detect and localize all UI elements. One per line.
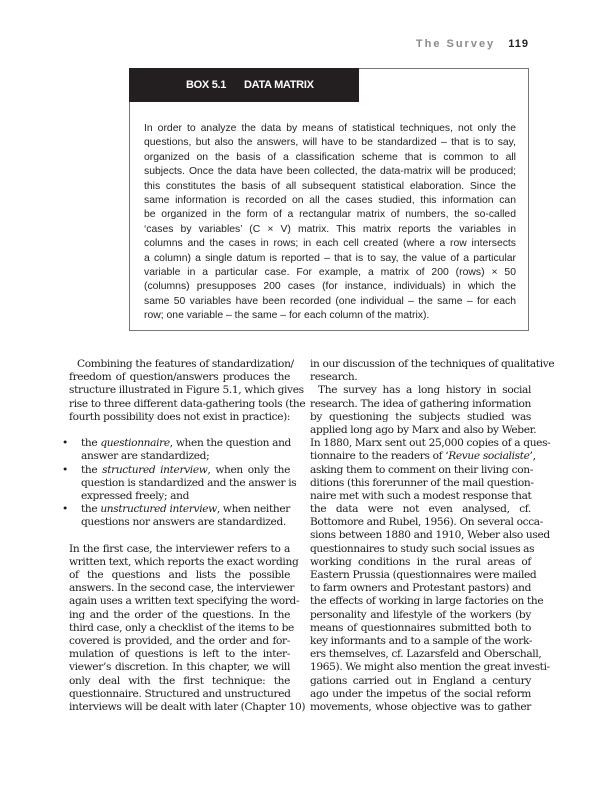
text-line: ing and the order of the questions. In the [69,608,290,621]
text-line: again uses a written text specifying the word- [69,595,300,608]
text-line [62,503,290,516]
text-line: ‘cases by variables’ (C × V) matrix. This matrix reports the variables in [144,223,516,235]
text-line: covered is provided, and the order and for- [69,634,290,647]
text-line: questionnaires to study such social issues as [310,542,535,555]
text-line: row; one variable – the same – for each column of the matrix). [144,310,430,322]
page-number: 119 [508,38,529,50]
text-line: asking them to comment on their living con- [310,463,533,476]
text-line: gations carried out in England a century [310,674,531,687]
text-line [62,463,290,477]
text-line: research. [310,371,358,384]
text-line: freedom of question/answers produces the [69,371,290,384]
text-line: The survey has a long history in social [318,384,531,397]
text-line: research. The idea of gathering information [310,397,531,410]
text-line: Combining the features of standardization/ [77,358,294,370]
text-segment: , when neither [216,503,290,516]
bullet-icon: • [62,503,68,516]
text-line: this constitutes the basis of all subsequent statistical elaboration. Since the [144,180,516,192]
italic-text: structured interview [102,463,208,476]
text-segment: the [81,503,101,516]
text-line: sions between 1880 and 1910, Weber also used [310,529,550,542]
text-segment: ’, [529,450,536,463]
text-line: 1965). We might also mention the great investi- [310,661,550,674]
running-head [416,38,529,50]
text-line: answers. In the second case, the interviewer [69,582,295,595]
text-line: In order to analyze the data by means of statistical techniques, not only the [144,123,516,134]
text-line: ditions (this forerunner of the mail question- [310,476,534,489]
text-line: working conditions in the rural areas of [310,555,531,568]
text-line: written text, which reports the exact wording [69,555,299,568]
text-line: only deal with the first technique: the [69,674,290,687]
box-title: DATA MATRIX [244,79,314,91]
text-line: answer are standardized; [81,450,210,463]
text-line: In the first case, the interviewer refers to a [69,542,290,555]
text-line: means of questionnaires submitted both to [310,621,531,634]
text-line: a column) a single datum is reported – that is to say, the value of a particular [144,252,516,264]
text-line: (columns) presupposes 200 cases (for instance, individuals) in which the [144,281,516,293]
text-line: Bottomore and Rubel, 1956). On several occa- [310,516,543,529]
text-segment: the [81,463,103,476]
text-segment: tionnaire to the readers of ‘ [310,450,449,463]
box-number: BOX 5.1 [186,79,227,91]
text-segment: , when only the [207,463,290,476]
left-column [62,358,306,714]
text-line: In 1880, Marx sent out 25,000 copies of a ques- [310,437,551,450]
text-line: mulation of questions is left to the inter- [69,648,290,661]
box-data-matrix [129,68,529,331]
text-line: subjects. Once the data have been collected, the data-matrix will be produced; [144,166,516,178]
paragraph-gap [69,529,290,542]
italic-text: unstructured interview [100,503,217,516]
text-line: same information is recorded on all the cases studied, this information can [144,194,516,206]
text-line: be organized in the form of a rectangular matrix of numbers, the so-called [144,209,516,221]
text-line: key informants and to a sample of the work- [310,634,533,647]
text-line: question is standardized and the answer is [81,476,297,489]
text-line: in our discussion of the techniques of qualitative [310,358,555,370]
italic-text: questionnaire [100,437,170,450]
text-line: third case, only a checklist of the items to be [69,621,294,634]
text-line: personality and lifestyle of the workers (by [310,608,531,621]
right-column [310,358,555,714]
text-line: ago under the impetus of the social reform [310,687,531,700]
text-line: interviews will be dealt with later (Chapter 10) [69,700,306,713]
paragraph-gap [69,424,290,437]
text-line: the effects of working in large factories on the [310,595,544,608]
text-line: rise to three different data-gathering tools (the [69,397,306,410]
text-line: Eastern Prussia (questionnaires were mailed [310,569,537,581]
text-line: variable in a particular case. For example, a matrix of 200 (rows) × 50 [144,266,516,278]
text-line: by questioning the subjects studied was [310,410,531,423]
text-line: ers themselves, cf. Lazarsfeld and Oberschall, [310,648,542,661]
bullet-icon: • [62,463,68,476]
text-line [310,450,536,463]
text-line: questions nor answers are standardized. [81,516,286,529]
bullet-icon: • [62,437,68,450]
text-line [62,437,291,450]
text-line: movements, whose objective was to gather [310,700,531,713]
italic-text: Revue socialiste [448,450,530,463]
text-line: to farm owners and Protestant pastors) and [310,582,531,595]
text-line: structure illustrated in Figure 5.1, which gives [69,384,304,397]
section-title: The Survey [415,38,496,50]
box-header [129,68,359,102]
text-line: questionnaire. Structured and unstructured [69,687,291,700]
text-line: the data were not even analysed, cf. [310,503,531,516]
text-segment: the [81,437,101,450]
text-line: organized on the basis of a classification scheme that is common to all [144,151,516,163]
text-segment: , when the question and [169,437,291,450]
text-line: columns and the cases in rows; in each cell created (where a row intersects [144,238,516,250]
text-line: of the questions and lists the possible [69,569,290,581]
text-line: naire met with such a modest response that [310,489,532,502]
text-line: same 50 variables have been recorded (one individual – the same – for each [144,295,516,307]
text-line: fourth possibility does not exist in practice): [69,410,291,423]
text-line: viewer’s discretion. In this chapter, we will [69,661,290,674]
box-text [144,122,516,323]
text-line: applied long ago by Marx and also by Weber. [310,423,537,436]
text-line: expressed freely; and [81,489,190,502]
text-line: questions, but also the answers, will have to be standardized – that is to say, [144,137,516,149]
